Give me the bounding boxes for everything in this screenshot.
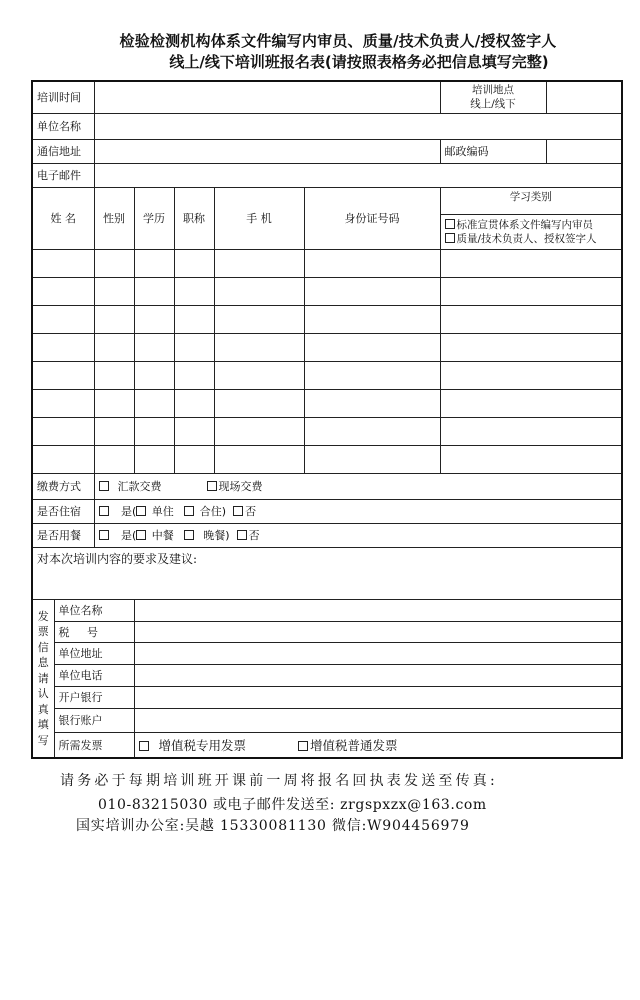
lodging-options: 是( 单住 合住) 否 [94, 499, 622, 523]
meal-options: 是( 中餐 晚餐) 否 [94, 523, 622, 547]
invoice-account-field[interactable] [134, 708, 622, 732]
checkbox-icon [99, 481, 109, 491]
participant-row[interactable] [32, 361, 622, 389]
email-label: 电子邮件 [32, 163, 94, 187]
training-time-label: 培训时间 [32, 81, 94, 113]
invoice-unit-name-field[interactable] [134, 599, 622, 621]
column-header-id-number: 身份证号码 [304, 187, 440, 249]
invoice-account-label: 银行账户 [54, 708, 134, 732]
column-header-study-category [440, 187, 622, 249]
checkbox-icon[interactable] [184, 506, 194, 516]
participant-row[interactable] [32, 249, 622, 277]
payment-label: 缴费方式 [32, 473, 94, 499]
participant-row[interactable] [32, 389, 622, 417]
unit-name-label: 单位名称 [32, 113, 94, 139]
payment-option-onsite[interactable]: 现场交费 [207, 480, 263, 493]
checkbox-icon [139, 741, 149, 751]
invoice-address-field[interactable] [134, 642, 622, 664]
address-field[interactable] [94, 139, 440, 163]
unit-name-field[interactable] [94, 113, 622, 139]
suggestion-box[interactable] [32, 547, 622, 599]
invoice-bank-label: 开户银行 [54, 686, 134, 708]
training-time-field[interactable] [94, 81, 440, 113]
checkbox-icon [445, 219, 455, 229]
checkbox-icon[interactable] [136, 530, 146, 540]
footer-fax-email: 010-83215030 或电子邮件发送至: zrgspxzx@163.com [98, 797, 487, 813]
participant-row[interactable] [32, 417, 622, 445]
registration-form-table [31, 80, 623, 759]
invoice-side-label: 发 票 信 息 请 认 真 填 写 [32, 599, 54, 758]
invoice-phone-label: 单位电话 [54, 664, 134, 686]
study-option-quality-manager[interactable]: 质量/技术负责人、授权签字人 [441, 232, 622, 246]
study-category-label: 学习类别 [441, 188, 622, 215]
invoice-tax-number-field[interactable] [134, 621, 622, 642]
invoice-tax-number-label: 税 号 [54, 621, 134, 642]
invoice-address-label: 单位地址 [54, 642, 134, 664]
training-place-field[interactable] [546, 81, 622, 113]
payment-options [94, 473, 622, 499]
email-field[interactable] [94, 163, 622, 187]
checkbox-icon[interactable] [99, 506, 109, 516]
participant-row[interactable] [32, 445, 622, 473]
lodging-label: 是否住宿 [32, 499, 94, 523]
form-title-line-1: 检验检测机构体系文件编写内审员、质量/技术负责人/授权签字人 [119, 32, 557, 50]
invoice-type-label: 所需发票 [54, 732, 134, 758]
address-label: 通信地址 [32, 139, 94, 163]
checkbox-icon[interactable] [184, 530, 194, 540]
invoice-type-options [134, 732, 622, 758]
footer-contact: 国实培训办公室:吴越 15330081130 微信:W904456979 [76, 818, 470, 834]
column-header-title: 职称 [174, 187, 214, 249]
footer-instruction: 请务必于每期培训班开课前一周将报名回执表发送至传真: [60, 773, 498, 789]
form-title-line-2: 线上/线下培训班报名表(请按照表格务必把信息填写完整) [169, 53, 549, 71]
study-option-internal-auditor[interactable]: 标准宣贯体系文件编写内审员 [441, 215, 622, 232]
column-header-name: 姓 名 [32, 187, 94, 249]
participant-row[interactable] [32, 277, 622, 305]
participant-row[interactable] [32, 333, 622, 361]
participant-row[interactable] [32, 305, 622, 333]
invoice-option-normal[interactable]: 增值税普通发票 [298, 738, 398, 753]
column-header-phone: 手 机 [214, 187, 304, 249]
invoice-bank-field[interactable] [134, 686, 622, 708]
checkbox-icon [207, 481, 217, 491]
invoice-unit-name-label: 单位名称 [54, 599, 134, 621]
checkbox-icon [298, 741, 308, 751]
column-header-education: 学历 [134, 187, 174, 249]
invoice-phone-field[interactable] [134, 664, 622, 686]
suggestion-label: 对本次培训内容的要求及建议: [37, 551, 198, 566]
payment-option-remit[interactable]: 汇款交费 [99, 480, 162, 493]
checkbox-icon[interactable] [99, 530, 109, 540]
checkbox-icon[interactable] [237, 530, 247, 540]
invoice-option-special[interactable]: 增值税专用发票 [139, 738, 246, 753]
checkbox-icon[interactable] [233, 506, 243, 516]
meal-label: 是否用餐 [32, 523, 94, 547]
training-place-label: 培训地点 线上/线下 [440, 81, 546, 113]
postcode-label: 邮政编码 [440, 139, 546, 163]
checkbox-icon[interactable] [136, 506, 146, 516]
postcode-field[interactable] [546, 139, 622, 163]
column-header-gender: 性别 [94, 187, 134, 249]
checkbox-icon [445, 233, 455, 243]
